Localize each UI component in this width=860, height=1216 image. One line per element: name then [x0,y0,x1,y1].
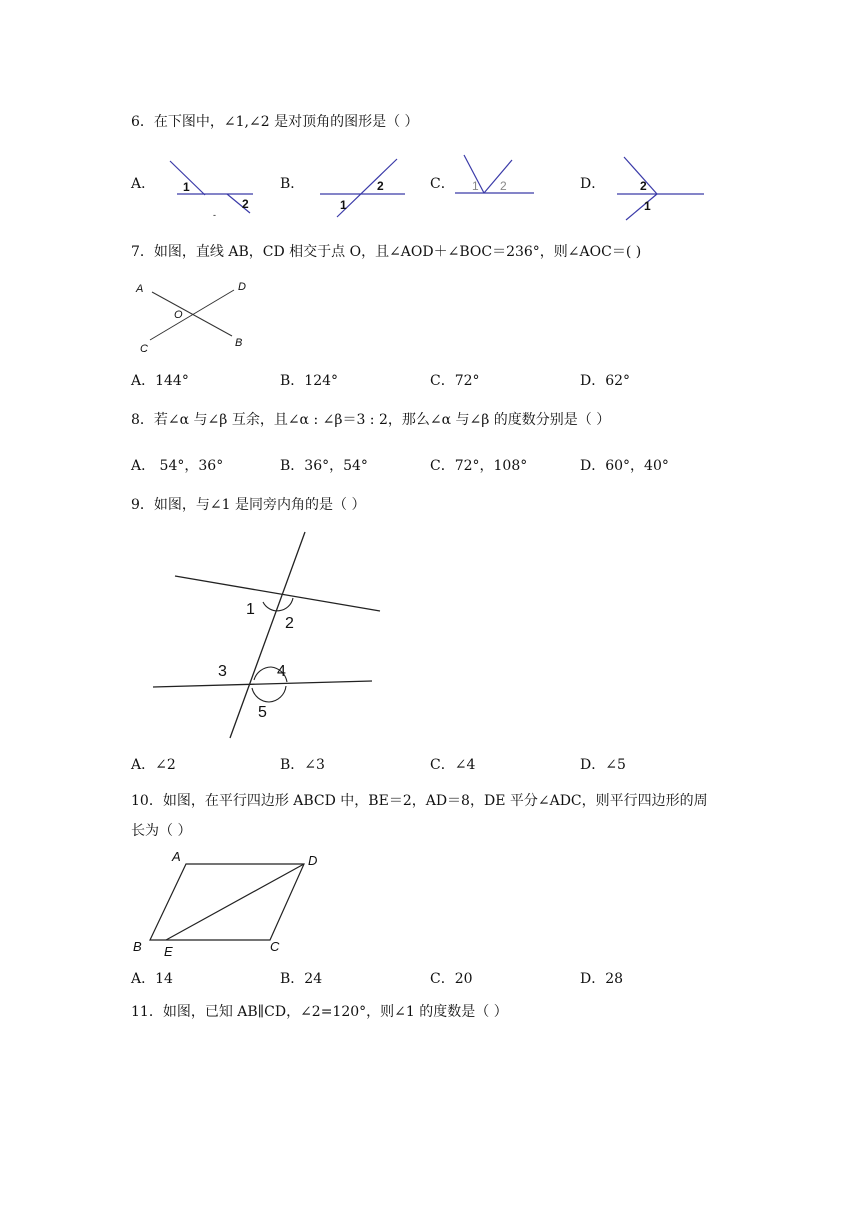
q7-option-a: A．144° [131,373,189,389]
q9-label-5: 5 [258,704,267,721]
q9-stem: 9．如图，与∠1 是同旁内角的是（ ） [131,497,366,513]
q6-option-b-letter: B． [280,176,305,192]
q7-option-b: B．124° [280,373,339,389]
q7-label-a: A [136,283,144,295]
q10-label-c: C [270,939,280,954]
q8-option-b: B．36°，54° [280,458,368,474]
q10-figure [130,848,340,963]
q7-label-o: O [174,309,183,321]
q11-stem: 11．如图，已知 AB∥CD，∠2=120°，则∠1 的度数是（ ） [131,1004,508,1020]
q10-stem-line2: 长为（ ） [131,823,192,839]
q6-b-label-2: 2 [377,179,384,193]
q7-option-c: C．72° [430,373,480,389]
q6-option-a-figure [165,155,265,220]
q6-option-c-figure [452,150,542,215]
q7-figure [132,278,262,358]
q10-option-a: A．14 [131,971,173,987]
q10-label-d: D [308,853,318,868]
q9-label-3: 3 [218,663,227,680]
q9-label-4: 4 [277,663,286,680]
q6-a-label-1: 1 [183,180,190,194]
q10-option-d: D．28 [580,971,624,987]
q7-stem: 7．如图，直线 AB，CD 相交于点 O，且∠AOD＋∠BOC＝236°，则∠AOC＝( ) [131,244,642,260]
q10-label-b: B [133,939,142,954]
q6-option-c-letter: C． [430,176,455,192]
q9-option-c: C．∠4 [430,757,476,773]
q6-option-d-figure [612,152,712,222]
q9-label-1: 1 [246,601,255,618]
q7-label-b: B [235,337,243,349]
q6-d-label-1: 1 [644,199,651,213]
q8-option-a: A． 54°，36° [131,458,224,474]
q6-option-d-letter: D． [580,176,606,192]
svg-text:-: - [213,210,216,220]
q8-option-d: D．60°，40° [580,458,669,474]
q6-a-label-2: 2 [242,197,249,211]
q7-label-c: C [140,343,148,355]
q10-option-c: C．20 [430,971,473,987]
q6-d-label-2: 2 [640,179,647,193]
q6-option-a-letter: A． [131,176,156,192]
q7-label-d: D [238,281,246,293]
q9-option-a: A．∠2 [131,757,176,773]
q6-option-b-figure [315,155,415,220]
q9-option-b: B．∠3 [280,757,325,773]
q9-option-d: D．∠5 [580,757,626,773]
q6-stem: 6．在下图中，∠1,∠2 是对顶角的图形是（ ） [131,114,419,130]
q10-label-e: E [164,944,173,959]
q8-option-c: C．72°，108° [430,458,528,474]
q10-option-b: B．24 [280,971,323,987]
q6-c-label-2: 2 [500,179,507,193]
q10-label-a: A [172,849,181,864]
q9-label-2: 2 [285,615,294,632]
q6-c-label-1: 1 [472,179,479,193]
q9-figure [150,530,390,745]
q10-stem-line1: 10．如图，在平行四边形 ABCD 中，BE＝2，AD＝8，DE 平分∠ADC，则平行四边形的周 [131,793,708,809]
q7-option-d: D．62° [580,373,631,389]
q6-b-label-1: 1 [340,198,347,212]
q8-stem: 8．若∠α 与∠β 互余，且∠α : ∠β＝3 : 2，那么∠α 与∠β 的度数分别是（ ） [131,412,611,428]
